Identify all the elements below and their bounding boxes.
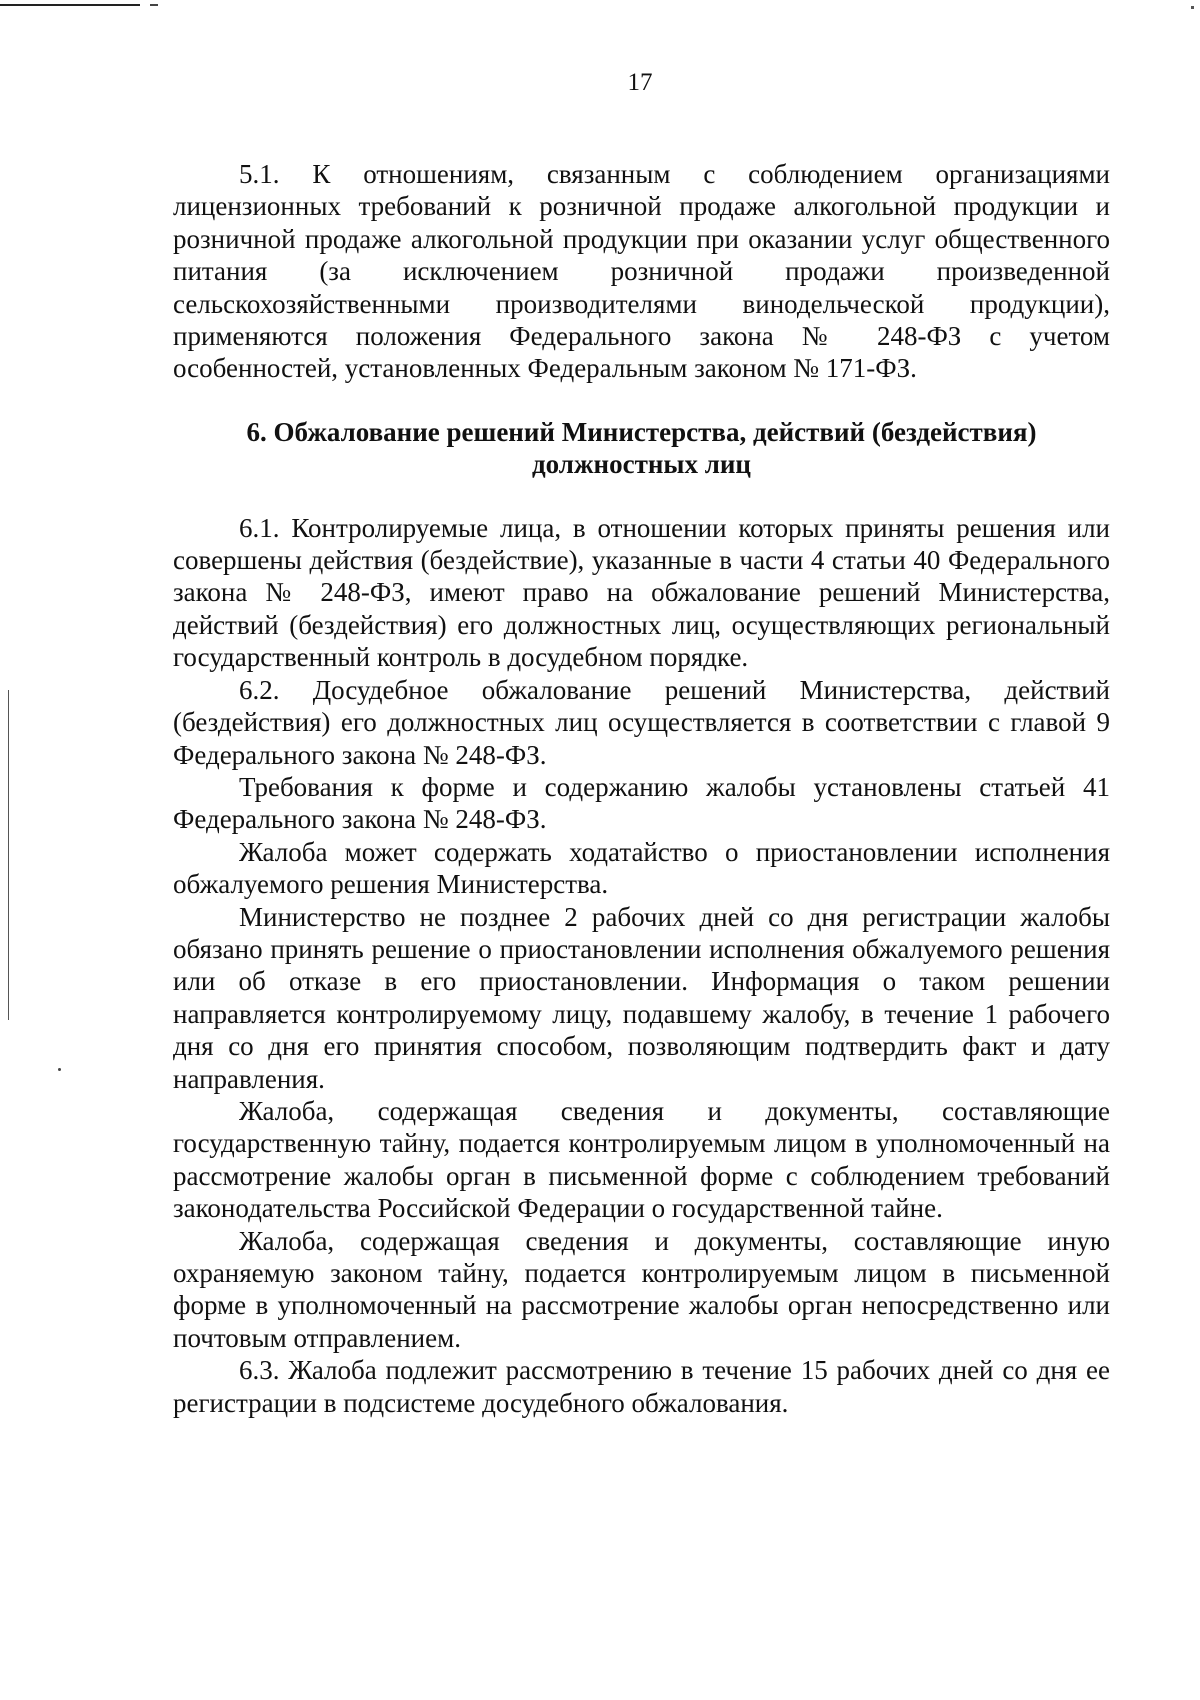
paragraph-suspension-request: Жалоба может содержать ходатайство о приостановлении исполнения обжалуемого решения Министерства. [173, 836, 1110, 900]
scan-artifact-dot-left [58, 1068, 61, 1071]
scan-artifact-dash [150, 4, 158, 6]
section-heading-line-1: 6. Обжалование решений Министерства, действий (бездействия) [246, 416, 1037, 447]
binding-edge-line [8, 690, 9, 1020]
section-heading-line-2: должностных лиц [532, 449, 751, 480]
paragraph-requirements: Требования к форме и содержанию жалобы установлены статьей 41 Федерального закона № 248-ФЗ. [173, 771, 1110, 835]
paragraph-ministry-decision: Министерство не позднее 2 рабочих дней со дня регистрации жалобы обязано принять решение о приостановлении исполнения обжалуемого решения или об отказе в его приостановлении. Информация о таком решении направляется контролируемому лицу, подавшему жалобу, в течение 1 рабочего дня со дня его принятия способом, позволяющим подтвердить факт и дату направления. [173, 901, 1110, 1094]
section-heading [173, 416, 1110, 481]
document-body [173, 158, 1110, 1419]
paragraph-6-3: 6.3. Жалоба подлежит рассмотрению в течение 15 рабочих дней со дня ее регистрации в подсистеме досудебного обжалования. [173, 1355, 1110, 1418]
paragraph-5-1: 5.1. К отношениям, связанным с соблюдением организациями лицензионных требований к розничной продаже алкогольной продукции и розничной продаже алкогольной продукции при оказании услуг общественного питания (за исключением розничной продажи произведенной сельскохозяйственными производителями винодельческой продукции), применяются положения Федерального закона № 248-ФЗ с учетом особенностей, установленных Федеральным законом № 171-ФЗ. [173, 159, 1110, 384]
paragraph-6-1: 6.1. Контролируемые лица, в отношении которых приняты решения или совершены действия (бездействие), указанные в части 4 статьи 40 Федерального закона № 248-ФЗ, имеют право на обжалование решений Министерства, действий (бездействия) его должностных лиц, осуществляющих региональный государственный контроль в досудебном порядке. [173, 512, 1110, 673]
scan-artifact-dot [1191, 6, 1194, 9]
paragraph-state-secret: Жалоба, содержащая сведения и документы, составляющие государственную тайну, подается контролируемым лицом в уполномоченный на рассмотрение жалобы орган в письменной форме с соблюдением требований законодательства Российской Федерации о государственной тайне. [173, 1095, 1110, 1224]
page-number: 17 [627, 69, 653, 96]
paragraph-6-2: 6.2. Досудебное обжалование решений Министерства, действий (бездействия) его должностных лиц осуществляется в соответствии с главой 9 Федерального закона № 248-ФЗ. [173, 674, 1110, 770]
scan-artifact-line [0, 4, 140, 6]
paragraph-other-secret: Жалоба, содержащая сведения и документы, составляющие иную охраняемую законом тайну, подается контролируемым лицом в письменной форме в уполномоченный на рассмотрение жалобы орган непосредственно или почтовым отправлением. [173, 1225, 1110, 1353]
